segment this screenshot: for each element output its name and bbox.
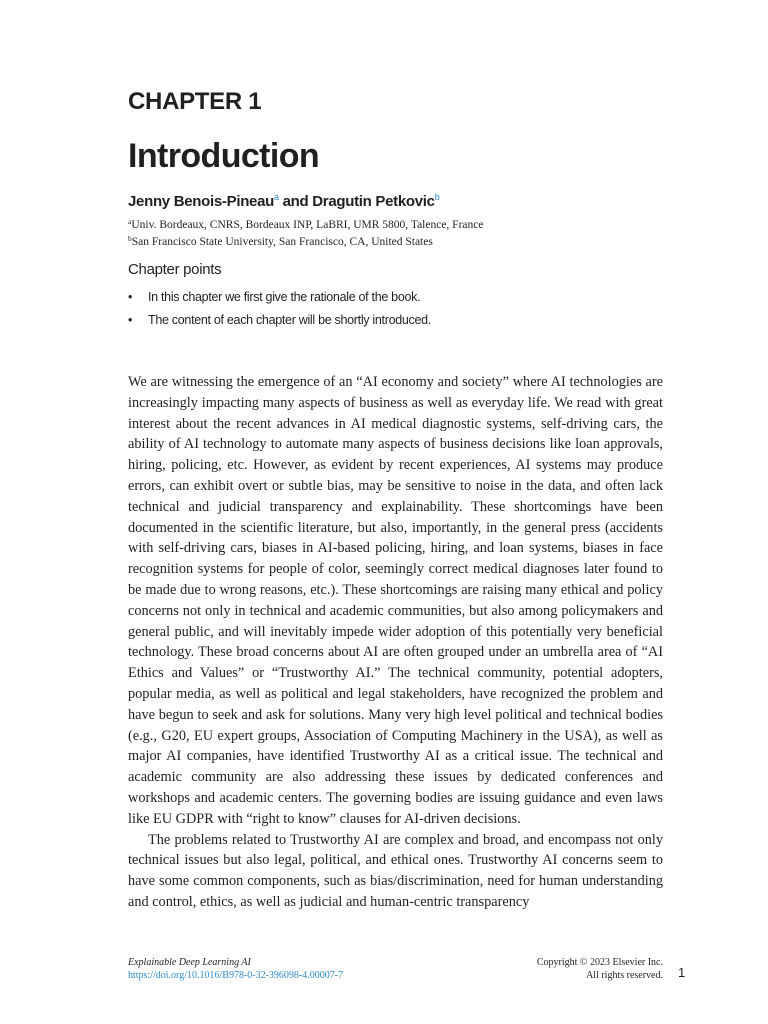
book-page xyxy=(128,0,663,1024)
author-name: Jenny Benois-Pineau xyxy=(128,193,275,210)
author-line xyxy=(128,192,439,210)
affiliation-mark: b xyxy=(128,234,132,243)
footer-citation xyxy=(128,956,343,982)
chapter-title: Introduction xyxy=(128,137,320,175)
page-number: 1 xyxy=(678,965,686,980)
list-item-text: In this chapter we first give the rationale of the book. xyxy=(148,290,421,304)
chapter-points-list xyxy=(128,287,431,333)
doi-link[interactable]: https://doi.org/10.1016/B978-0-32-396098-4.00007-7 xyxy=(128,970,344,981)
chapter-label: CHAPTER 1 xyxy=(128,88,262,115)
author-conjunction: and xyxy=(278,193,313,210)
footer-book-title: Explainable Deep Learning AI xyxy=(128,957,251,968)
affiliation-text: San Francisco State University, San Francisco, CA, United States xyxy=(131,236,433,248)
bullet-icon: • xyxy=(128,313,133,327)
affiliation-mark: a xyxy=(128,217,132,226)
list-item xyxy=(128,310,431,333)
author-name: Dragutin Petkovic xyxy=(312,193,435,210)
copyright-text: Copyright © 2023 Elsevier Inc. xyxy=(536,957,663,968)
body-paragraph: We are witnessing the emergence of an “AI economy and society” where AI technologies are increasingly impacting many aspects of business as well as everyday life. We read with great interest about the recent advances in AI medical diagnostic systems, self-driving cars, the ability of AI technology to automate many aspects of business decisions like loan approvals, hiring, policing, etc. However, as evident by recent experiences, AI systems may produce errors, can exhibit overt or subtle bias, may be sensitive to noise in the data, and often lack technical and judicial transparency and explainability. These shortcomings have been documented in the scientific literature, but also, importantly, in the general press (accidents with self-driving cars, biases in AI-based policing, hiring, and loan systems, biases in face recognition systems for people of color, seemingly correct medical diagnoses later found to be made due to wrong reasons, etc.). These shortcomings are raising many ethical and policy concerns not only in technical and academic communities, but also among policymakers and general public, and will inevitably impede wider adoption of this potentially very beneficial technology. These broad concerns about AI are often grouped under an umbrella area of “AI Ethics and Values” or “Trustworthy AI.” The technical community, potential adopters, popular media, as well as political and legal stakeholders, have recognized the problem and have begun to seek and ask for solutions. Many very high level political and technical bodies (e.g., G20, EU expert groups, Association of Computing Machinery in the USA), as well as major AI companies, have identified Trustworthy AI as a critical issue. The technical and academic community are also addressing these issues by dedicated conferences and workshops and academic centers. The governing bodies are issuing guidance and even laws like EU GDPR with “right to know” clauses for AI-driven decisions. xyxy=(128,374,663,827)
chapter-points-heading: Chapter points xyxy=(128,261,222,278)
footer-copyright xyxy=(537,956,663,982)
list-item-text: The content of each chapter will be shortly introduced. xyxy=(148,313,431,327)
affiliation-text: Univ. Bordeaux, CNRS, Bordeaux INP, LaBRI, UMR 5800, Talence, France xyxy=(131,219,484,231)
body-paragraph: The problems related to Trustworthy AI are complex and broad, and encompass not only technical issues but also legal, political, and ethical ones. Trustworthy AI concerns seem to have some common components, such as bias/discrimination, need for human understanding and control, ethics, as well as judicial and human-centric transparency xyxy=(128,831,663,910)
affiliation-line xyxy=(128,215,483,232)
affiliations xyxy=(128,215,483,249)
list-item xyxy=(128,287,431,310)
bullet-icon: • xyxy=(128,290,133,304)
rights-text: All rights reserved. xyxy=(586,970,663,981)
affiliation-line xyxy=(128,232,483,249)
body-text xyxy=(128,372,663,913)
affiliation-marker[interactable]: a xyxy=(274,192,279,202)
affiliation-marker[interactable]: b xyxy=(434,192,440,202)
